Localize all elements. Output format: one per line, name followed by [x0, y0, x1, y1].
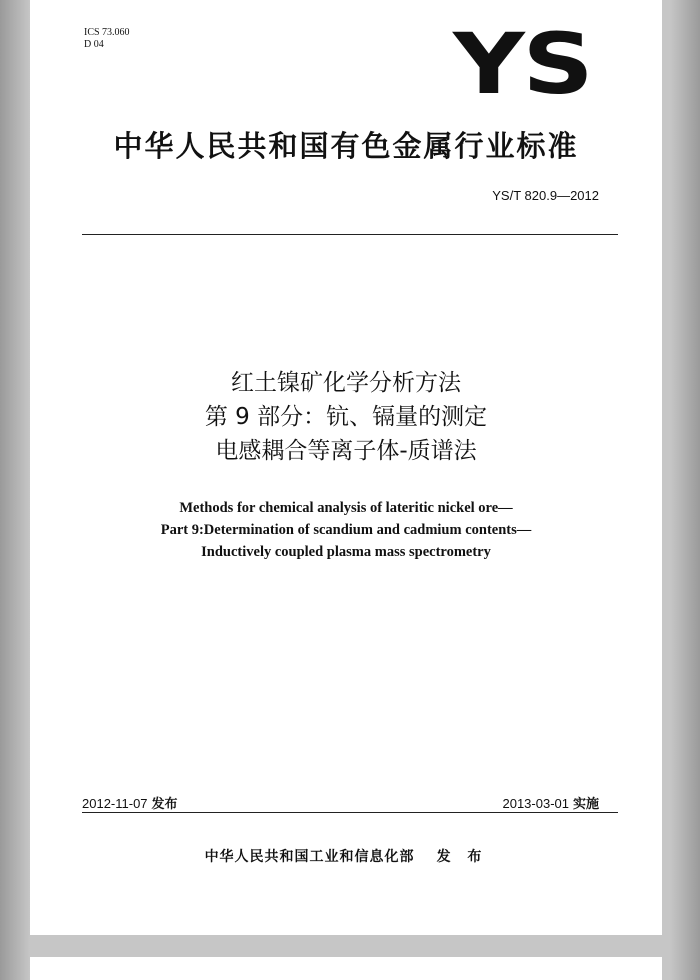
issue-date: [82, 793, 178, 812]
standard-category-title: 中华人民共和国有色金属行业标准: [113, 129, 579, 163]
publisher-name: 中华人民共和国工业和信息化部: [204, 849, 415, 865]
english-title-line-1: Methods for chemical analysis of lateritic nickel ore—: [179, 500, 513, 516]
standard-number: YS/T 820.9—2012: [492, 188, 599, 203]
ccs-code: D 04: [84, 39, 104, 50]
classification-codes: [84, 27, 130, 51]
chinese-title-line-3: 电感耦合等离子体-质谱法: [215, 438, 477, 464]
implementation-date: [502, 793, 599, 812]
english-title: [30, 497, 662, 563]
bottom-divider: [82, 812, 618, 813]
ys-logo: YS: [453, 15, 592, 113]
document-page: [30, 0, 662, 935]
english-title-line-2: Part 9:Determination of scandium and cadmium contents—: [160, 522, 532, 538]
implementation-date-value: 2013-03-01: [502, 796, 569, 811]
english-title-line-3: Inductively coupled plasma mass spectrometry: [201, 544, 491, 560]
issue-date-value: 2012-11-07: [82, 796, 148, 811]
publisher: [30, 846, 662, 866]
top-divider: [82, 234, 618, 235]
chinese-title-line-2: 第 9 部分：钪、镉量的测定: [204, 404, 488, 430]
chinese-title: [30, 366, 662, 468]
implementation-date-label: 实施: [572, 797, 599, 812]
next-page-edge: [30, 957, 662, 980]
ics-code: ICS 73.060: [84, 27, 130, 38]
chinese-title-line-1: 红土镍矿化学分析方法: [231, 370, 461, 396]
publisher-action: 发 布: [436, 849, 488, 865]
issue-date-label: 发布: [151, 797, 178, 812]
